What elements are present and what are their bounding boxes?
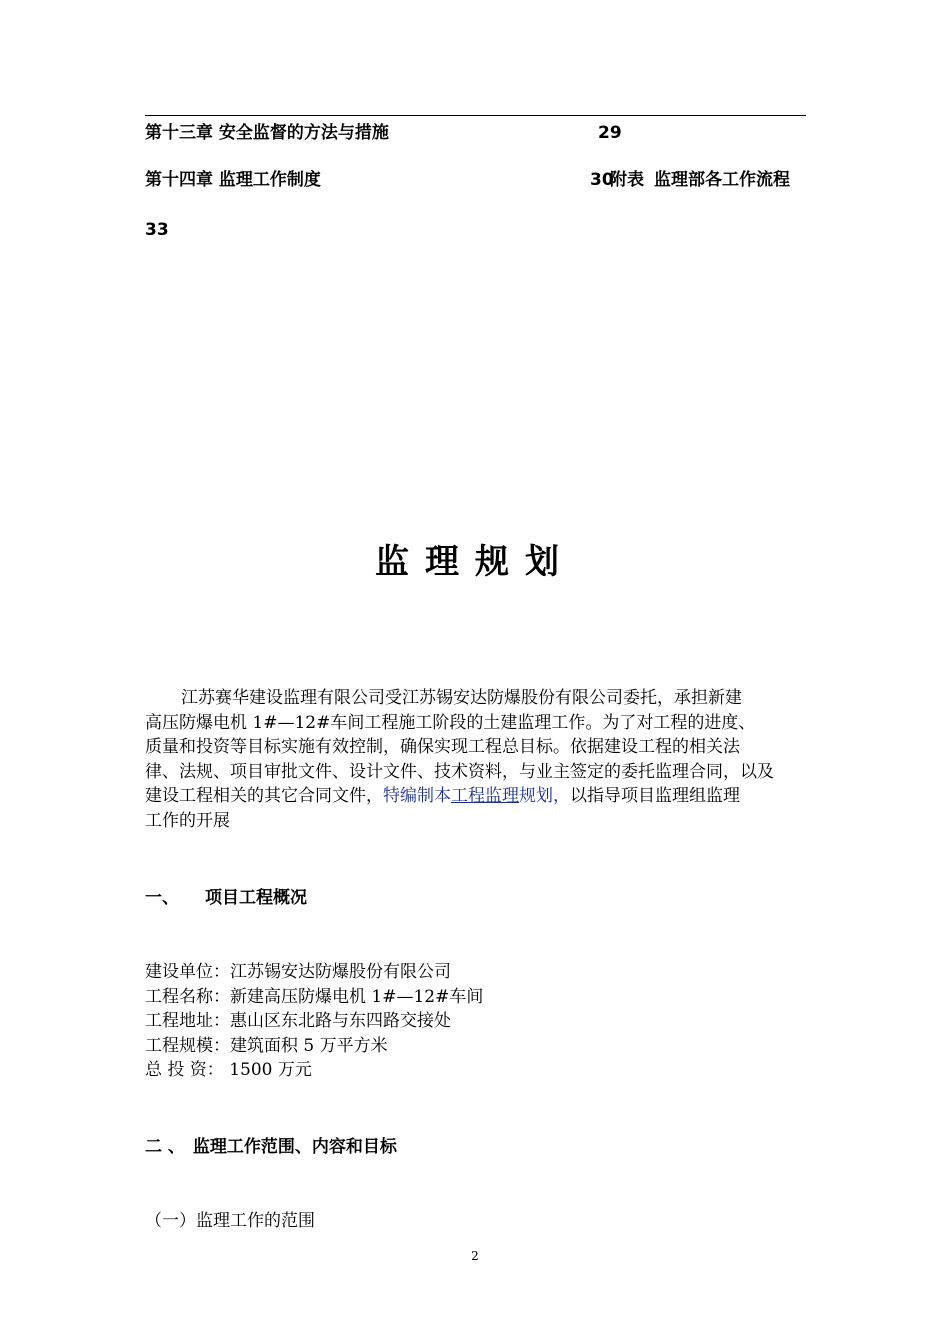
section-title: 监理工作范围、内容和目标 <box>192 1137 397 1157</box>
section-title: 项目工程概况 <box>205 888 307 908</box>
toc-appendix-title: 监理部各工作流程 <box>654 170 790 190</box>
intro-line <box>145 784 807 809</box>
toc-entry-title: 第十三章 安全监督的方法与措施 <box>145 123 389 143</box>
project-investment: 总 投 资： 1500 万元 <box>145 1060 312 1080</box>
intro-text-highlight: 规划， <box>519 786 570 806</box>
intro-line: 质量和投资等目标实施有效控制，确保实现工程总目标。依据建设工程的相关法 <box>145 737 740 757</box>
project-scale: 工程规模：建筑面积 5 万平方米 <box>145 1035 388 1056</box>
section-heading-scope <box>145 1136 397 1158</box>
intro-text: 建设工程相关的其它合同文件， <box>145 786 383 806</box>
section-number: 二 、 <box>145 1137 185 1157</box>
section-heading-project-overview <box>145 887 307 909</box>
header-rule <box>145 115 806 116</box>
intro-line: 高压防爆电机 1#—12#车间工程施工阶段的土建监理工作。为了对工程的进度、 <box>145 712 756 733</box>
intro-text: 以指导项目监理组监理 <box>570 786 740 806</box>
project-address: 工程地址：惠山区东北路与东四路交接处 <box>145 1011 451 1031</box>
toc-entry-page: 29 <box>598 123 622 143</box>
project-name: 工程名称：新建高压防爆电机 1#—12#车间 <box>145 986 484 1007</box>
engineering-supervision-link[interactable]: 工程监理 <box>451 786 519 806</box>
intro-paragraph <box>145 686 807 833</box>
section-number: 一、 <box>145 888 179 908</box>
toc-entry-page: 30 <box>590 170 614 190</box>
toc-appendix-label: 附表 <box>610 170 644 190</box>
intro-line: 江苏赛华建设监理有限公司受江苏锡安达防爆股份有限公司委托，承担新建 <box>181 688 742 708</box>
intro-line: 律、法规、项目审批文件、设计文件、技术资料，与业主签定的委托监理合同，以及 <box>145 761 774 782</box>
toc-entry-page: 33 <box>145 220 169 240</box>
toc-entry-title: 第十四章 监理工作制度 <box>145 170 321 190</box>
page-number: 2 <box>471 1249 479 1263</box>
intro-text-highlight: 特编制本 <box>383 786 451 806</box>
subsection-heading-scope: （一）监理工作的范围 <box>145 1211 315 1231</box>
document-title: 监理规划 <box>375 542 575 582</box>
project-info-list <box>145 960 483 1083</box>
project-owner: 建设单位：江苏锡安达防爆股份有限公司 <box>145 962 451 982</box>
intro-line: 工作的开展 <box>145 810 230 831</box>
